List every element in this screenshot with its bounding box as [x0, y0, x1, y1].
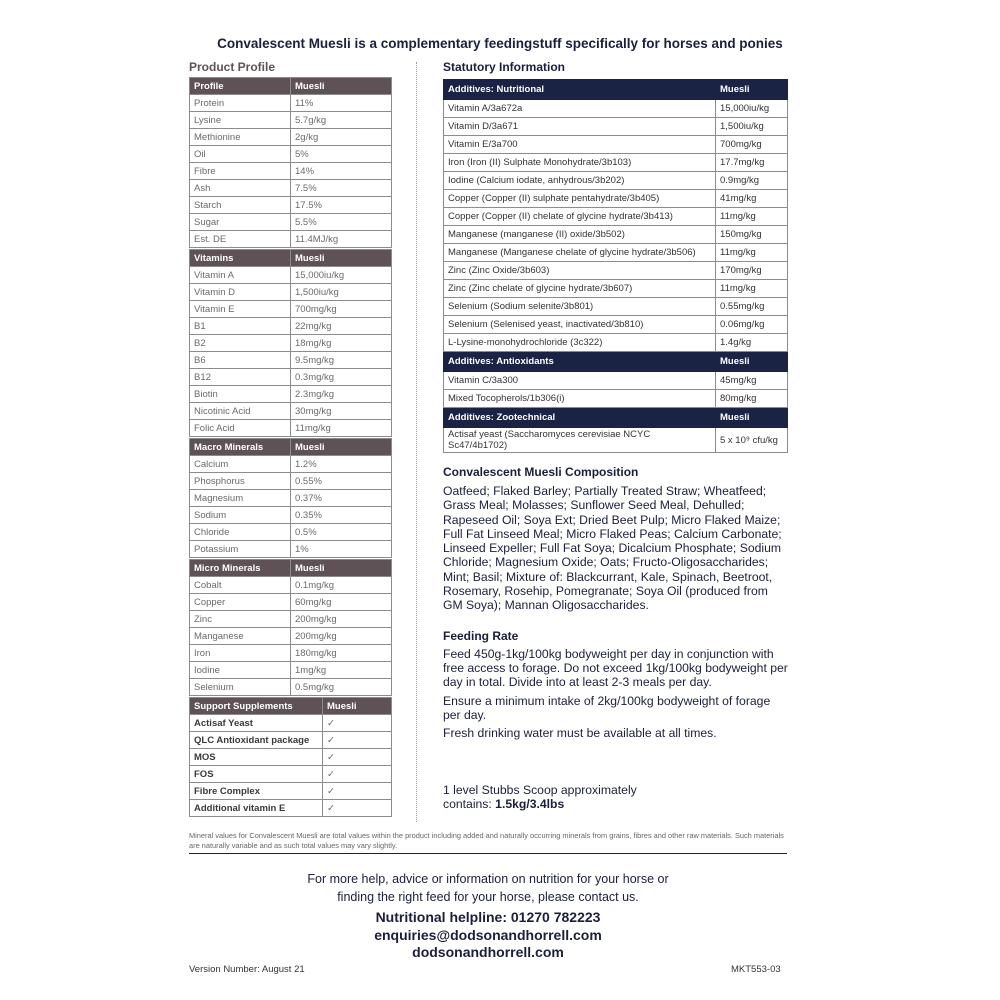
additive-value: 0.06mg/kg [716, 316, 788, 334]
row-label: Cobalt [190, 577, 291, 594]
table-row [190, 594, 392, 611]
row-label: Actisaf Yeast [190, 715, 323, 732]
table-row [190, 679, 392, 696]
row-value: 0.1mg/kg [291, 577, 392, 594]
table-header-row [190, 698, 392, 715]
additive-row [444, 208, 788, 226]
scoop-prefix: contains: [443, 797, 496, 812]
table-row [190, 301, 392, 318]
additive-value: 17.7mg/kg [716, 154, 788, 172]
table-header-cell: Muesli [291, 78, 392, 95]
row-value: 180mg/kg [291, 645, 392, 662]
micro-minerals-table [189, 559, 392, 696]
row-value: 200mg/kg [291, 628, 392, 645]
table-header-cell: Muesli [291, 560, 392, 577]
scoop-weight: 1.5kg/3.4lbs [495, 797, 565, 812]
row-label: Sugar [190, 214, 291, 231]
table-header-cell: Profile [190, 78, 291, 95]
row-label: Potassium [190, 541, 291, 558]
row-value: 0.37% [291, 490, 392, 507]
row-label: MOS [190, 749, 323, 766]
product-profile-section [189, 58, 392, 817]
row-value: 22mg/kg [291, 318, 392, 335]
additive-name: Vitamin D/3a671 [444, 118, 716, 136]
table-row [190, 456, 392, 473]
row-label: Vitamin D [190, 284, 291, 301]
table-header-cell: Muesli [291, 439, 392, 456]
table-header-cell: Macro Minerals [190, 439, 291, 456]
additive-name: Manganese (Manganese chelate of glycine hydrate/3b506) [444, 244, 716, 262]
row-label: Ash [190, 180, 291, 197]
feeding-rate-paragraph: Feed 450g-1kg/100kg bodyweight per day in conjunction with free access to forage. Do not exceed 1kg/100kg bodyweight per day in total. Divide into at least 2-3 meals per day. [443, 646, 788, 690]
additive-name: Iron (Iron (II) Sulphate Monohydrate/3b103) [444, 154, 716, 172]
check-mark: ✓ [323, 783, 392, 800]
row-label: Est. DE [190, 231, 291, 248]
additive-header-cell: Additives: Zootechnical [444, 408, 716, 428]
row-value: 0.35% [291, 507, 392, 524]
row-label: FOS [190, 766, 323, 783]
row-label: Iron [190, 645, 291, 662]
table-header-cell: Support Supplements [190, 698, 323, 715]
row-label: Sodium [190, 507, 291, 524]
additive-row [444, 280, 788, 298]
vitamins-table [189, 249, 392, 437]
row-value: 1mg/kg [291, 662, 392, 679]
row-value: 1% [291, 541, 392, 558]
row-label: Folic Acid [190, 420, 291, 437]
table-row [190, 541, 392, 558]
table-header-row [190, 560, 392, 577]
additive-name: Zinc (Zinc Oxide/3b603) [444, 262, 716, 280]
additive-row [444, 226, 788, 244]
table-row [190, 284, 392, 301]
table-header-row [190, 439, 392, 456]
row-label: Vitamin E [190, 301, 291, 318]
table-row [190, 95, 392, 112]
row-label: B2 [190, 335, 291, 352]
additive-header-cell: Muesli [716, 408, 788, 428]
row-label: Biotin [190, 386, 291, 403]
table-row [190, 645, 392, 662]
product-profile-title: Product Profile [189, 60, 276, 74]
row-label: QLC Antioxidant package [190, 732, 323, 749]
row-label: Oil [190, 146, 291, 163]
row-label: Protein [190, 95, 291, 112]
row-value: 9.5mg/kg [291, 352, 392, 369]
row-value: 14% [291, 163, 392, 180]
row-label: Copper [190, 594, 291, 611]
table-row [190, 231, 392, 248]
additive-row [444, 172, 788, 190]
additive-row [444, 298, 788, 316]
row-value: 1,500iu/kg [291, 284, 392, 301]
table-header-row [190, 250, 392, 267]
additive-value: 15,000iu/kg [716, 100, 788, 118]
row-label: Fibre Complex [190, 783, 323, 800]
additive-header-cell: Additives: Antioxidants [444, 352, 716, 372]
row-label: Lysine [190, 112, 291, 129]
table-row [190, 318, 392, 335]
table-row [190, 490, 392, 507]
table-row [190, 214, 392, 231]
row-value: 0.3mg/kg [291, 369, 392, 386]
scoop-info [443, 783, 637, 812]
table-row [190, 403, 392, 420]
table-row [190, 369, 392, 386]
table-row [190, 800, 392, 817]
additive-row [444, 428, 788, 453]
table-header-cell: Micro Minerals [190, 560, 291, 577]
row-value: 0.5% [291, 524, 392, 541]
row-value: 2.3mg/kg [291, 386, 392, 403]
row-label: Zinc [190, 611, 291, 628]
table-row [190, 335, 392, 352]
additive-name: Selenium (Sodium selenite/3b801) [444, 298, 716, 316]
feeding-rate-title: Feeding Rate [443, 628, 519, 643]
contact-email[interactable]: enquiries@dodsonandhorrell.com [374, 926, 602, 943]
additive-row [444, 154, 788, 172]
additive-row [444, 372, 788, 390]
row-value: 5% [291, 146, 392, 163]
table-row [190, 386, 392, 403]
table-row [190, 197, 392, 214]
row-value: 7.5% [291, 180, 392, 197]
additive-name: Mixed Tocopherols/1b306(i) [444, 390, 716, 408]
additive-value: 41mg/kg [716, 190, 788, 208]
table-row [190, 507, 392, 524]
row-value: 5.5% [291, 214, 392, 231]
page-headline: Convalescent Muesli is a complementary feedingstuff specifically for horses and ponies [217, 36, 783, 51]
statutory-section [443, 58, 788, 744]
help-text [0, 870, 976, 906]
row-value: 0.55% [291, 473, 392, 490]
additive-value: 0.55mg/kg [716, 298, 788, 316]
row-value: 30mg/kg [291, 403, 392, 420]
table-header-cell: Vitamins [190, 250, 291, 267]
table-row [190, 715, 392, 732]
row-label: Nicotinic Acid [190, 403, 291, 420]
support-supplements-table [189, 697, 392, 817]
row-value: 17.5% [291, 197, 392, 214]
statutory-table [443, 79, 788, 453]
additive-value: 11mg/kg [716, 280, 788, 298]
additive-row [444, 136, 788, 154]
row-label: Phosphorus [190, 473, 291, 490]
table-row [190, 473, 392, 490]
additive-value: 1.4g/kg [716, 334, 788, 352]
table-row [190, 163, 392, 180]
table-row [190, 628, 392, 645]
additive-name: Manganese (manganese (II) oxide/3b502) [444, 226, 716, 244]
additive-row [444, 190, 788, 208]
row-value: 11mg/kg [291, 420, 392, 437]
scoop-line-2 [443, 797, 637, 811]
additive-name: Copper (Copper (II) chelate of glycine hydrate/3b413) [444, 208, 716, 226]
row-label: Vitamin A [190, 267, 291, 284]
row-label: Fibre [190, 163, 291, 180]
additive-name: Selenium (Selenised yeast, inactivated/3b810) [444, 316, 716, 334]
table-row [190, 611, 392, 628]
additive-name: Vitamin C/3a300 [444, 372, 716, 390]
additive-row [444, 334, 788, 352]
composition-title: Convalescent Muesli Composition [443, 465, 639, 479]
row-value: 11.4MJ/kg [291, 231, 392, 248]
composition-text: Oatfeed; Flaked Barley; Partially Treated Straw; Wheatfeed; Grass Meal; Molasses; Sunflower Seed Meal, Dehulled; Rapeseed Oil; Soya Ext; Dried Beet Pulp; Micro Flaked Maize; Full Fat Linseed Meal; Micro Flaked Peas; Calcium Carbonate; Linseed Expeller; Full Fat Soya; Dicalcium Phosphate; Sodium Chloride; Magnesium Oxide; Oats; Fructo-Oligosaccharides; Mint; Basil; Mixture of: Blackcurrant, Kale, Spinach, Beetroot, Rosemary, Rosehip, Pomegranate; Soya Oil (produced from GM Soya); Mannan Oligosaccharides. [443, 484, 782, 613]
row-value: 18mg/kg [291, 335, 392, 352]
row-label: Calcium [190, 456, 291, 473]
check-mark: ✓ [323, 766, 392, 783]
check-mark: ✓ [323, 749, 392, 766]
additive-value: 80mg/kg [716, 390, 788, 408]
check-mark: ✓ [323, 715, 392, 732]
statutory-title: Statutory Information [443, 60, 565, 74]
additive-value: 11mg/kg [716, 208, 788, 226]
additive-header-row [444, 408, 788, 428]
additive-row [444, 244, 788, 262]
table-row [190, 112, 392, 129]
row-value: 700mg/kg [291, 301, 392, 318]
table-row [190, 662, 392, 679]
table-row [190, 180, 392, 197]
table-header-row [190, 78, 392, 95]
additive-value: 11mg/kg [716, 244, 788, 262]
additive-name: Zinc (Zinc chelate of glycine hydrate/3b607) [444, 280, 716, 298]
additive-row [444, 100, 788, 118]
scoop-line-1: 1 level Stubbs Scoop approximately [443, 783, 637, 797]
version-number: Version Number: August 21 [189, 964, 305, 975]
table-row [190, 732, 392, 749]
row-value: 11% [291, 95, 392, 112]
website-link[interactable]: dodsonandhorrell.com [412, 944, 564, 960]
row-value: 5.7g/kg [291, 112, 392, 129]
row-label: Starch [190, 197, 291, 214]
profile-table [189, 77, 392, 248]
row-value: 60mg/kg [291, 594, 392, 611]
row-label: Chloride [190, 524, 291, 541]
additive-header-cell: Additives: Nutritional [444, 80, 716, 100]
table-header-cell: Muesli [291, 250, 392, 267]
additive-value: 170mg/kg [716, 262, 788, 280]
table-row [190, 352, 392, 369]
row-label: B12 [190, 369, 291, 386]
macro-minerals-table [189, 438, 392, 558]
row-label: Magnesium [190, 490, 291, 507]
row-value: 0.5mg/kg [291, 679, 392, 696]
table-row [190, 524, 392, 541]
table-row [190, 146, 392, 163]
contact-block [0, 909, 976, 962]
table-row [190, 267, 392, 284]
additive-value: 150mg/kg [716, 226, 788, 244]
table-row [190, 577, 392, 594]
additive-row [444, 262, 788, 280]
additive-value: 45mg/kg [716, 372, 788, 390]
forage-paragraph: Ensure a minimum intake of 2kg/100kg bodyweight of forage per day. [443, 693, 771, 722]
helpline-number[interactable]: Nutritional helpline: 01270 782223 [375, 909, 601, 925]
additive-name: L-Lysine-monohydrochloride (3c322) [444, 334, 716, 352]
row-label: B6 [190, 352, 291, 369]
additive-name: Copper (Copper (II) sulphate pentahydrate/3b405) [444, 190, 716, 208]
additive-row [444, 390, 788, 408]
footer-rule [189, 853, 787, 854]
water-paragraph: Fresh drinking water must be available at all times. [443, 726, 717, 741]
row-label: Manganese [190, 628, 291, 645]
additive-header-row [444, 80, 788, 100]
additive-name: Iodine (Calcium iodate, anhydrous/3b202) [444, 172, 716, 190]
help-line-1: For more help, advice or information on nutrition for your horse or [307, 872, 669, 886]
additive-row [444, 316, 788, 334]
check-mark: ✓ [323, 732, 392, 749]
table-row [190, 129, 392, 146]
additive-name: Actisaf yeast (Saccharomyces cerevisiae NCYC Sc47/4b1702) [444, 428, 716, 453]
row-label: Methionine [190, 129, 291, 146]
document-code: MKT553-03 [731, 964, 781, 975]
additive-header-row [444, 352, 788, 372]
row-value: 2g/kg [291, 129, 392, 146]
additive-name: Vitamin A/3a672a [444, 100, 716, 118]
column-divider [416, 62, 417, 822]
additive-value: 0.9mg/kg [716, 172, 788, 190]
row-label: Additional vitamin E [190, 800, 323, 817]
mineral-footnote: Mineral values for Convalescent Muesli are total values within the product including added and naturally occurring minerals from grains, fibres and other raw materials. Such materials are naturally variable and as such total values may vary slightly. [189, 831, 784, 850]
row-label: B1 [190, 318, 291, 335]
row-value: 200mg/kg [291, 611, 392, 628]
row-value: 15,000iu/kg [291, 267, 392, 284]
additive-value: 5 x 10⁹ cfu/kg [716, 428, 788, 453]
table-row [190, 783, 392, 800]
table-header-cell: Muesli [323, 698, 392, 715]
additive-value: 1,500iu/kg [716, 118, 788, 136]
help-line-2: finding the right feed for your horse, please contact us. [337, 890, 639, 904]
additive-value: 700mg/kg [716, 136, 788, 154]
additive-header-cell: Muesli [716, 80, 788, 100]
check-mark: ✓ [323, 800, 392, 817]
table-row [190, 420, 392, 437]
row-value: 1.2% [291, 456, 392, 473]
additive-row [444, 118, 788, 136]
table-row [190, 766, 392, 783]
additive-header-cell: Muesli [716, 352, 788, 372]
table-row [190, 749, 392, 766]
row-label: Iodine [190, 662, 291, 679]
additive-name: Vitamin E/3a700 [444, 136, 716, 154]
row-label: Selenium [190, 679, 291, 696]
